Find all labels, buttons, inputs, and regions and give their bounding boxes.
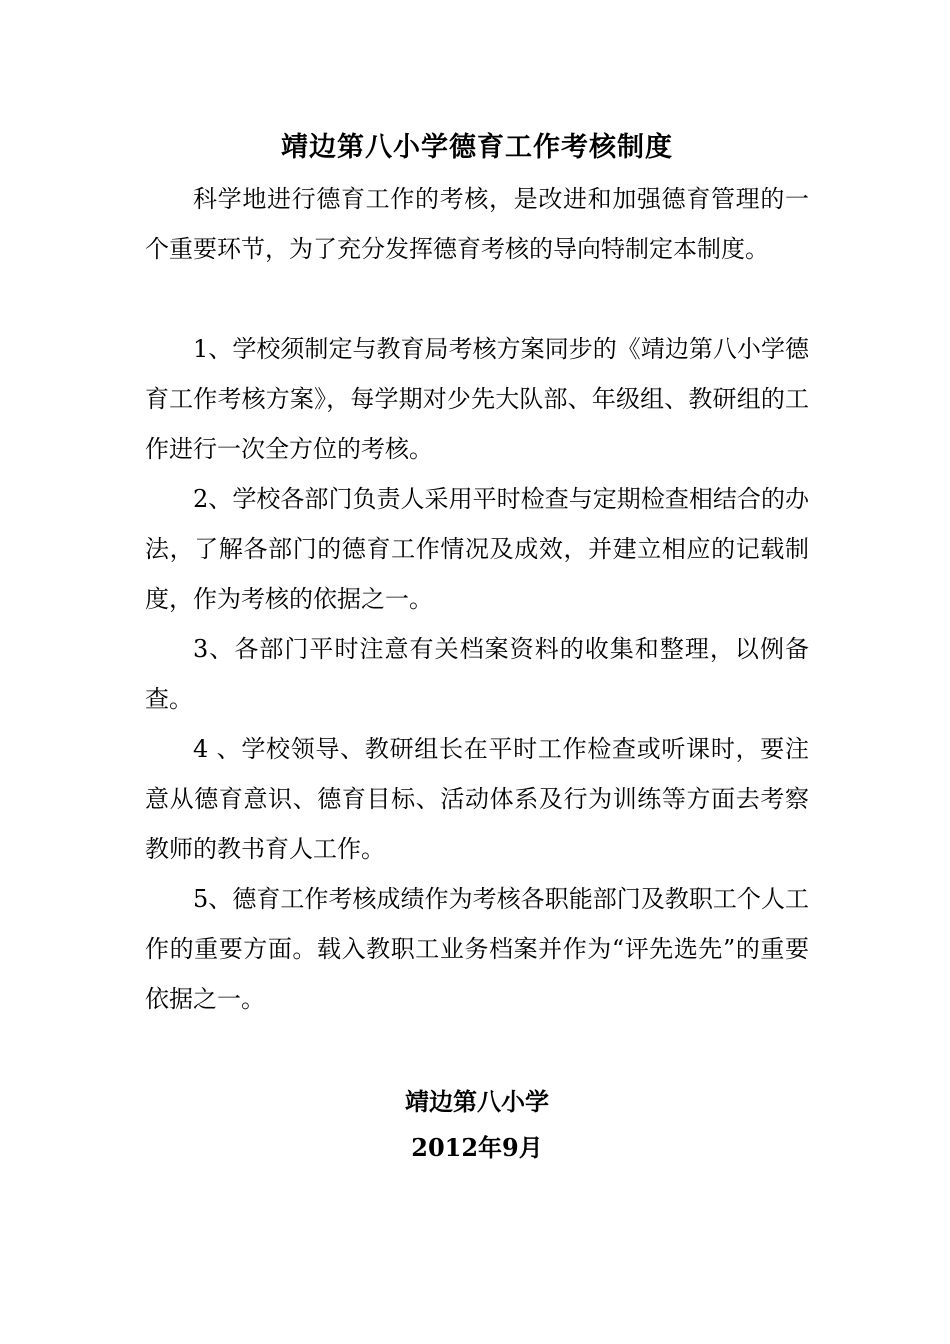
rule-item-5: 5、德育工作考核成绩作为考核各职能部门及教职工个人工作的重要方面。载入教职工业务档案并作为“评先选先”的重要依据之一。 [145, 885, 809, 1013]
signature-organization: 靖边第八小学 [405, 1087, 549, 1116]
rule-item-3: 3、各部门平时注意有关档案资料的收集和整理，以例备查。 [145, 635, 809, 713]
rule-item-4: 4 、学校领导、教研组长在平时工作检查或听课时，要注意从德育意识、德育目标、活动体系及行为训练等方面去考察教师的教书育人工作。 [145, 735, 809, 863]
document-title: 靖边第八小学德育工作考核制度 [281, 132, 673, 163]
paragraph-gap [145, 274, 809, 324]
intro-paragraph: 科学地进行德育工作的考核，是改进和加强德育管理的一个重要环节，为了充分发挥德育考核的导向特制定本制度。 [145, 185, 809, 263]
rule-item-2: 2、学校各部门负责人采用平时检查与定期检查相结合的办法，了解各部门的德育工作情况及成效，并建立相应的记载制度，作为考核的依据之一。 [145, 485, 809, 613]
signature-block [145, 1079, 809, 1171]
document-page [145, 128, 809, 1171]
signature-date: 2012年9月 [411, 1133, 543, 1162]
rule-item-1: 1、学校须制定与教育局考核方案同步的《靖边第八小学德育工作考核方案》，每学期对少先大队部、年级组、教研组的工作进行一次全方位的考核。 [145, 335, 809, 463]
rules-list [145, 324, 809, 1024]
